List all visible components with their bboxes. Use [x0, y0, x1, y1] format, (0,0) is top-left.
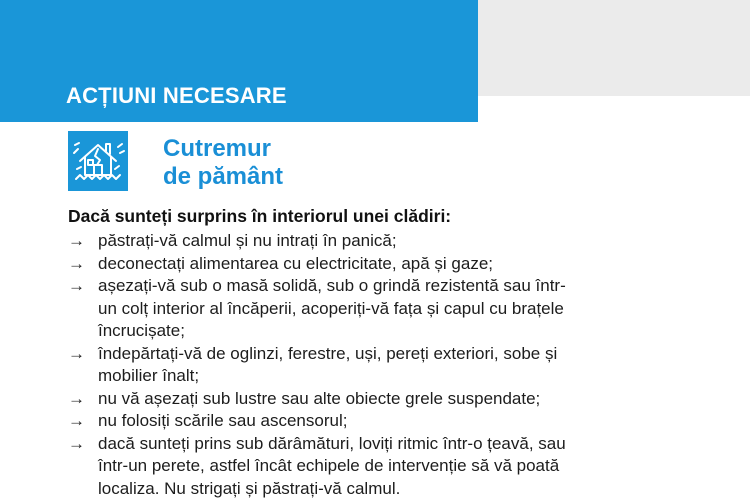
list-item	[68, 230, 708, 253]
arrow-icon: →	[68, 276, 85, 295]
list-item-text	[98, 433, 708, 501]
list-item-text	[98, 230, 708, 253]
list-item	[68, 388, 708, 411]
list-item	[68, 433, 708, 501]
list-item	[68, 253, 708, 276]
list-item-line: nu vă așezați sub lustre sau alte obiecte grele suspendate;	[98, 388, 541, 408]
list-item	[68, 410, 708, 433]
list-item-line: un colț interior al încăperii, acoperiți-vă fața și capul cu brațele	[98, 298, 564, 318]
section-title-line-1: Cutremur	[163, 135, 272, 162]
arrow-icon: →	[68, 253, 85, 273]
list-item-text	[98, 275, 708, 343]
list-item	[68, 343, 708, 388]
arrow-icon: →	[68, 343, 85, 363]
arrow-icon: →	[68, 433, 85, 453]
list-item-line: încrucișate;	[98, 321, 185, 340]
list-item-line: păstrați-vă calmul și nu intrați în panică;	[98, 231, 397, 250]
subheading: Dacă sunteți surprins în interiorul unei clădiri:	[68, 206, 452, 226]
list-item-line: localiza. Nu strigați și păstrați-vă calmul.	[98, 478, 401, 498]
list-item-line: dacă sunteți prins sub dărâmături, loviți ritmic într-o țeavă, sau	[98, 433, 566, 453]
list-item-line: mobilier înalt;	[98, 366, 200, 385]
arrow-icon: →	[68, 388, 85, 408]
banner-title: ACȚIUNI NECESARE	[66, 83, 287, 108]
list-item-text	[98, 253, 708, 276]
list-item-text	[98, 410, 708, 433]
section-title	[163, 135, 283, 191]
list-item-line: îndepărtați-vă de oglinzi, ferestre, uși, pereți exteriori, sobe și	[98, 343, 558, 363]
list-item-line: într-un perete, astfel încât echipele de intervenție să vă poată	[98, 456, 560, 475]
arrow-icon: →	[68, 411, 85, 430]
action-list	[68, 230, 708, 500]
section-title-line-2: de pământ	[163, 163, 284, 190]
list-item-line: așezați-vă sub o masă solidă, sub o grindă rezistentă sau într-	[98, 276, 566, 295]
corner-panel	[478, 0, 750, 96]
list-item-line: deconectați alimentarea cu electricitate, apă și gaze;	[98, 253, 494, 273]
list-item-text	[98, 343, 708, 388]
list-item	[68, 275, 708, 343]
list-item-line: nu folosiți scările sau ascensorul;	[98, 411, 348, 430]
arrow-icon: →	[68, 231, 85, 250]
list-item-text	[98, 388, 708, 411]
earthquake-house-icon	[68, 131, 128, 191]
